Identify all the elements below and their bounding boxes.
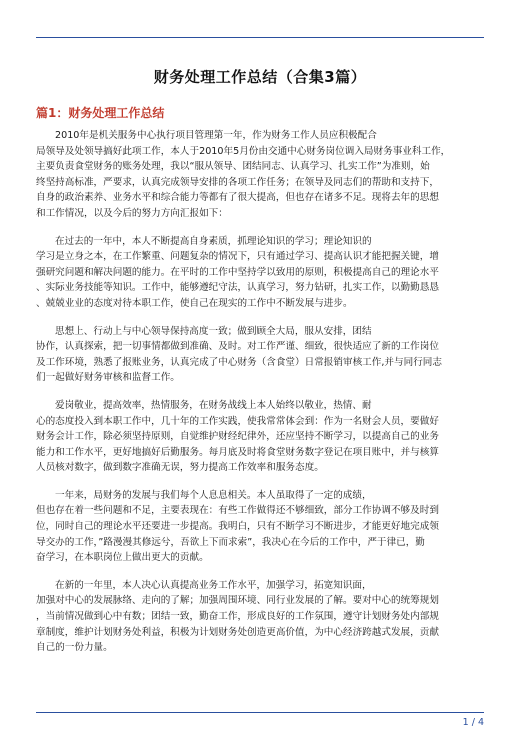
text-line: 学习是立身之本，在工作繁重、问题复杂的情况下，只有通过学习、提高认识才能把握关键，增 <box>36 251 439 263</box>
text-line: 心的态度投入到本职工作中，几十年的工作实践，使我常常体会到：作为一名财会人员，要做好 <box>36 415 439 427</box>
paragraph-2 <box>36 234 483 312</box>
paragraph-4 <box>36 398 483 476</box>
text-line: 思想上、行动上与中心领导保持高度一致；做到顾全大局，服从安排，团结 <box>55 325 372 337</box>
text-line: 奋学习，在本职岗位上做出更大的贡献。 <box>36 552 209 564</box>
text-line: 自己的一份力量。 <box>36 642 113 654</box>
text-line: 一年来，局财务的发展与我们每个人息息相关。本人虽取得了一定的成绩， <box>55 489 372 501</box>
paragraph-3 <box>36 324 483 386</box>
paragraph-5 <box>36 488 483 566</box>
text-line: 但也存在着一些问题和不足，主要表现在：有些工作做得还不够细致，部分工作协调不够及时到 <box>36 505 439 517</box>
section-heading: 篇1：财务处理工作总结 <box>36 106 165 120</box>
text-line: 、兢兢业业的态度对待本职工作，使自己在现实的工作中不断发展与进步。 <box>36 297 353 309</box>
text-line: 位，同时自己的理论水平还要进一步提高。我明白，只有不断学习不断进步，才能更好地完成领 <box>36 521 439 533</box>
document-title: 财务处理工作总结（合集3篇） <box>153 68 367 86</box>
text-line: 导交办的工作，”路漫漫其修远兮，吾欲上下而求索”，我决心在今后的工作中，严于律已，勤 <box>36 536 425 548</box>
text-line: 主要负责食堂财务的账务处理，我以“服从领导、团结同志、认真学习、扎实工作”为准则，始 <box>36 161 430 173</box>
text-line: 终坚持高标准，严要求，认真完成领导安排的各项工作任务；在领导及同志们的帮助和支持下， <box>36 176 439 188</box>
text-line: 财务会计工作，除必须坚持原则，自觉维护财经纪律外，还应坚持不断学习，以提高自己的业务 <box>36 431 439 443</box>
text-line: ，当前情况做到心中有数；团结一致，勤奋工作，形成良好的工作氛围，遵守计划财务处内部规 <box>36 611 439 623</box>
document-body <box>36 128 483 668</box>
paragraph-6 <box>36 578 483 656</box>
text-line: 局领导及处领导搞好此项工作，本人于2010年5月份由交通中心财务岗位调入局财务事业科工作， <box>36 145 451 157</box>
text-line: 们一起做好财务审核和监督工作。 <box>36 372 180 384</box>
top-rule <box>36 37 484 38</box>
text-line: 自身的政治素养、业务水平和综合能力等都有了很大提高，但也存在诸多不足。现将去年的思想 <box>36 192 439 204</box>
text-line: 加强对中心的发展脉络、走向的了解；加强周围环境、同行业发展的了解。要对中心的统筹规划 <box>36 595 439 607</box>
text-line: 及工作环境，熟悉了报账业务，认真完成了中心财务（含食堂）日常报销审核工作,并与同行同志 <box>36 356 442 368</box>
text-line: 能力和工作水平，更好地搞好后勤服务。每月底及时将食堂财务数字登记在项目账中，并与核算 <box>36 446 439 458</box>
text-line: 章制度，维护计划财务处利益，积极为计划财务处创造更高价值，为中心经济跨越式发展，贡献 <box>36 626 439 638</box>
text-line: 强研究问题和解决问题的能力。在平时的工作中坚持学以致用的原则，积极提高自己的理论水平 <box>36 266 439 278</box>
bottom-rule <box>36 712 484 713</box>
text-line: 在新的一年里，本人决心认真提高业务工作水平，加强学习，拓宽知识面， <box>55 579 372 591</box>
text-line: 和工作情况，以及今后的努力方向汇报如下： <box>36 207 228 219</box>
text-line: 2010年是机关服务中心执行项目管理第一年，作为财务工作人员应积极配合 <box>55 130 377 141</box>
text-line: 人员核对数字，做到数字准确无误，努力提高工作效率和服务态度。 <box>36 462 324 474</box>
paragraph-1 <box>36 128 483 222</box>
page-number: 1 / 4 <box>462 717 484 728</box>
text-line: 在过去的一年中，本人不断提高自身素质，抓理论知识的学习；理论知识的 <box>55 235 372 247</box>
text-line: 协作，认真探索，把一切事情都做到准确、及时。对工作严谨、细致，很快适应了新的工作岗位 <box>36 341 439 353</box>
text-line: 爱岗敬业，提高效率，热情服务，在财务战线上本人始终以敬业，热情、耐 <box>55 399 372 411</box>
text-line: 、实际业务技能等知识。工作中，能够遵纪守法，认真学习，努力钻研，扎实工作，以勤勤恳恳 <box>36 282 439 294</box>
